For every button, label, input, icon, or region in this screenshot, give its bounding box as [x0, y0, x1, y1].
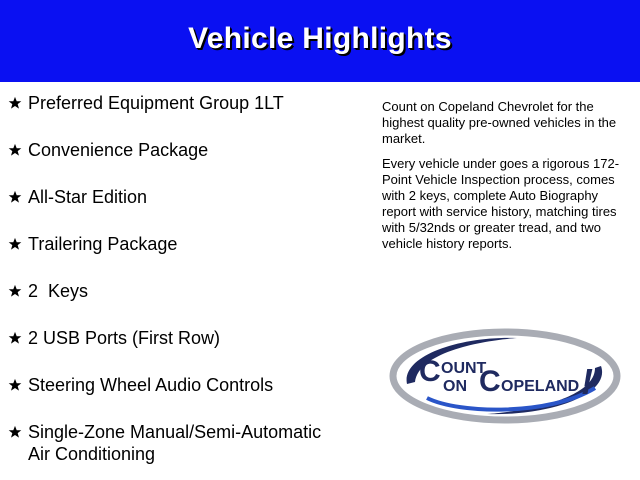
highlight-label: All-Star Edition — [28, 187, 148, 207]
list-item — [8, 280, 353, 302]
list-item — [8, 374, 353, 396]
highlight-label: Convenience Package — [28, 140, 209, 160]
list-item — [8, 92, 353, 114]
star-icon — [8, 96, 22, 110]
dealer-intro-text: Count on Copeland Chevrolet for the highest quality pre-owned vehicles in the market. — [382, 99, 617, 146]
highlight-label: 2 USB Ports (First Row) — [28, 328, 221, 348]
list-item — [8, 327, 353, 349]
highlight-label: Trailering Package — [28, 234, 178, 254]
list-item — [8, 186, 353, 208]
svg-text:!: ! — [581, 361, 593, 402]
star-icon — [8, 190, 22, 204]
dealer-info — [382, 99, 630, 252]
star-icon — [8, 378, 22, 392]
header-banner — [0, 0, 640, 82]
list-item — [8, 139, 353, 161]
svg-text:C: C — [479, 365, 501, 398]
count-on-copeland-logo — [389, 328, 621, 424]
star-icon — [8, 331, 22, 345]
list-item — [8, 421, 353, 465]
star-icon — [8, 425, 22, 439]
highlight-label: 2 Keys — [28, 281, 89, 301]
highlight-label: Single-Zone Manual/Semi-Automatic Air Conditioning — [28, 422, 326, 464]
list-item — [8, 233, 353, 255]
svg-text:ON: ON — [443, 378, 467, 395]
svg-text:OPELAND: OPELAND — [501, 378, 580, 395]
inspection-text: Every vehicle under goes a rigorous 172-Point Vehicle Inspection process, comes with 2 keys, complete Auto Biography report with service history, matching tires with 5/32nds or greater tread, and two vehicle history reports. — [382, 156, 620, 251]
page-title: Vehicle Highlights — [188, 22, 452, 55]
svg-text:OUNT: OUNT — [441, 360, 487, 377]
star-icon — [8, 237, 22, 251]
highlight-label: Steering Wheel Audio Controls — [28, 375, 274, 395]
star-icon — [8, 143, 22, 157]
highlight-label: Preferred Equipment Group 1LT — [28, 93, 284, 113]
star-icon — [8, 284, 22, 298]
svg-text:C: C — [419, 355, 441, 388]
